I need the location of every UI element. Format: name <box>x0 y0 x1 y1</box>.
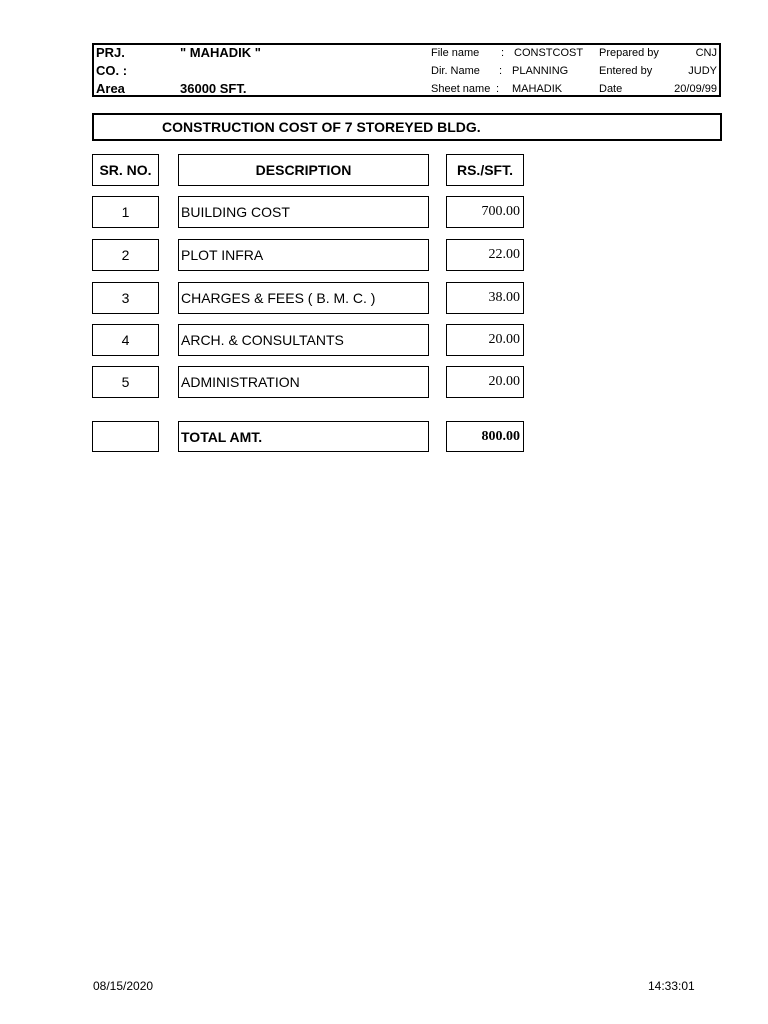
sheet-name-value: MAHADIK <box>512 83 563 95</box>
total-rate: 800.00 <box>446 421 524 452</box>
co-label: CO. : <box>96 63 128 78</box>
prepared-by-value: CNJ <box>695 47 717 59</box>
entered-by-label: Entered by <box>599 65 653 77</box>
sheet-name-label: Sheet name <box>431 83 491 95</box>
row-4-description: ARCH. & CONSULTANTS <box>178 324 429 356</box>
sheet-name-sep: : <box>496 83 500 95</box>
column-header-description: DESCRIPTION <box>178 154 429 186</box>
header-box <box>92 43 721 97</box>
row-5-sr-no: 5 <box>92 366 159 398</box>
row-1-rate: 700.00 <box>446 196 524 228</box>
prj-label: PRJ. <box>96 45 125 60</box>
dir-name-sep: : <box>499 65 503 77</box>
dir-name-label: Dir. Name <box>431 65 480 77</box>
file-name-label: File name <box>431 47 480 59</box>
prepared-by-label: Prepared by <box>599 47 659 59</box>
document-title: CONSTRUCTION COST OF 7 STOREYED BLDG. <box>162 119 481 135</box>
date-label: Date <box>599 83 623 95</box>
file-name-value: CONSTCOST <box>514 47 584 59</box>
footer-date: 08/15/2020 <box>93 979 154 993</box>
row-5-description: ADMINISTRATION <box>178 366 429 398</box>
prj-value: " MAHADIK " <box>180 45 261 60</box>
total-description: TOTAL AMT. <box>178 421 429 452</box>
date-value: 20/09/99 <box>674 83 717 95</box>
row-5-rate: 20.00 <box>446 366 524 398</box>
file-name-sep: : <box>501 47 505 59</box>
row-3-sr-no: 3 <box>92 282 159 314</box>
row-1-sr-no: 1 <box>92 196 159 228</box>
row-4-rate: 20.00 <box>446 324 524 356</box>
area-label: Area <box>96 81 125 96</box>
row-2-description: PLOT INFRA <box>178 239 429 271</box>
dir-name-value: PLANNING <box>512 65 569 77</box>
footer-time: 14:33:01 <box>648 979 695 993</box>
column-header-sr-no: SR. NO. <box>92 154 159 186</box>
row-2-sr-no: 2 <box>92 239 159 271</box>
row-2-rate: 22.00 <box>446 239 524 271</box>
area-value: 36000 SFT. <box>180 81 247 96</box>
row-4-sr-no: 4 <box>92 324 159 356</box>
row-3-description: CHARGES & FEES ( B. M. C. ) <box>178 282 429 314</box>
total-sr-no <box>92 421 159 452</box>
title-box <box>92 113 722 141</box>
entered-by-value: JUDY <box>688 65 717 77</box>
column-header-rate: RS./SFT. <box>446 154 524 186</box>
row-3-rate: 38.00 <box>446 282 524 314</box>
row-1-description: BUILDING COST <box>178 196 429 228</box>
